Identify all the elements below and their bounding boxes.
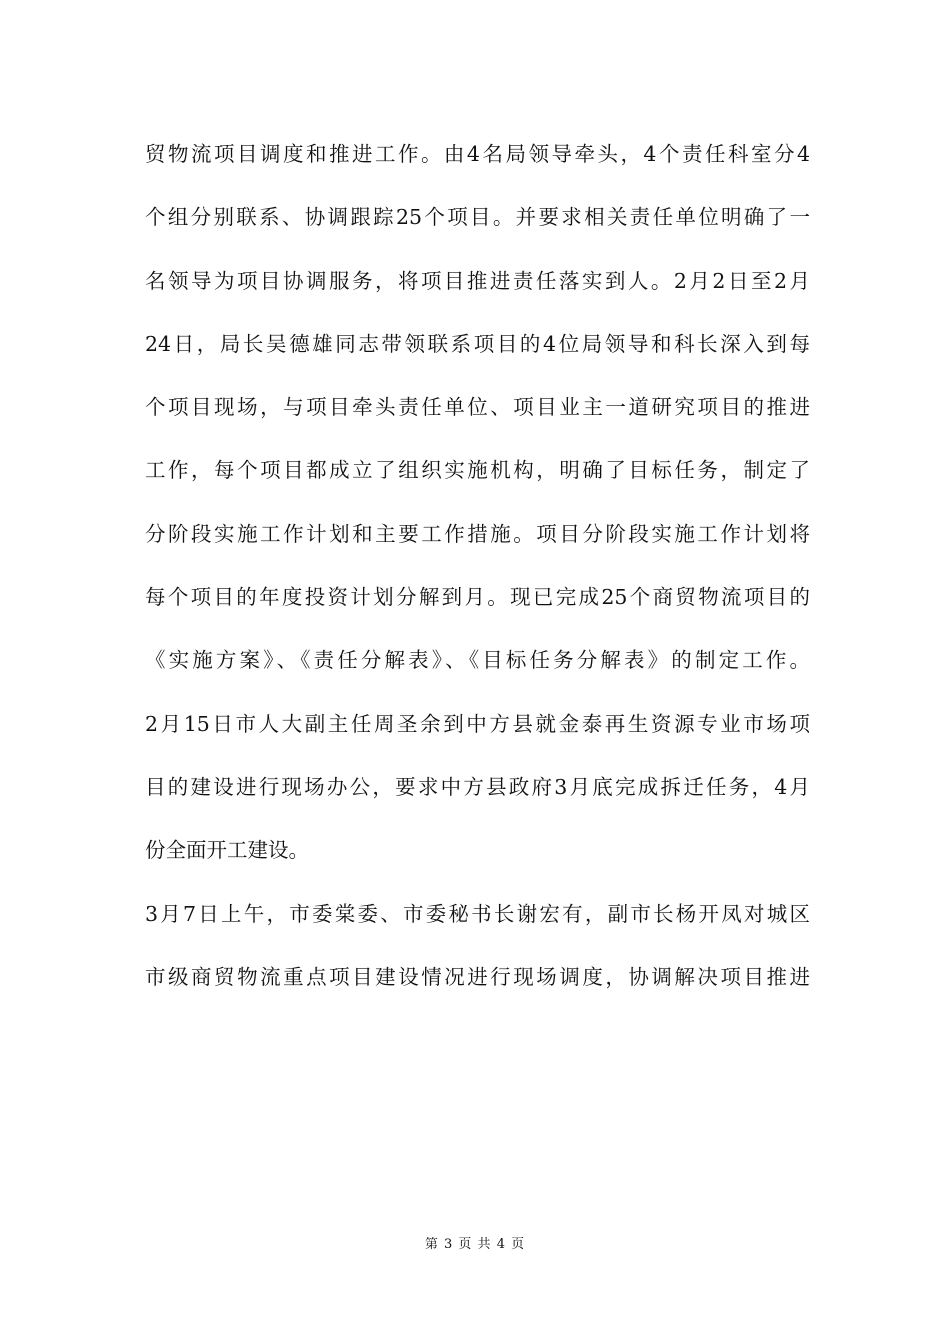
text-line: 市级商贸物流重点项目建设情况进行现场调度，协调解决项目推进 <box>145 964 810 989</box>
text-line: 2月15日市人大副主任周圣余到中方县就金泰再生资源专业市场项 <box>145 711 810 736</box>
text-line: 个组分别联系、协调跟踪25个项目。并要求相关责任单位明确了一 <box>145 205 810 230</box>
text-line: 名领导为项目协调服务，将项目推进责任落实到人。2月2日至2月 <box>145 268 810 293</box>
text-line: 目的建设进行现场办公，要求中方县政府3月底完成拆迁任务，4月 <box>145 774 810 799</box>
body-text <box>145 140 810 1026</box>
text-line: 《实施方案》、《责任分解表》、《目标任务分解表》的制定工作。 <box>145 648 810 673</box>
text-line: 每个项目的年度投资计划分解到月。现已完成25个商贸物流项目的 <box>145 585 810 610</box>
text-line: 24日，局长吴德雄同志带领联系项目的4位局领导和科长深入到每 <box>145 331 810 356</box>
text-line: 3月7日上午，市委棠委、市委秘书长谢宏有，副市长杨开凤对城区 <box>145 901 810 926</box>
text-line: 贸物流项目调度和推进工作。由4名局领导牵头，4个责任科室分4 <box>145 142 810 166</box>
text-line: 工作，每个项目都成立了组织实施机构，明确了目标任务，制定了 <box>145 458 810 483</box>
page-footer: 第 3 页 共 4 页 <box>424 1237 526 1252</box>
text-line: 个项目现场，与项目牵头责任单位、项目业主一道研究项目的推进 <box>145 395 810 420</box>
text-line: 分阶段实施工作计划和主要工作措施。项目分阶段实施工作计划将 <box>145 521 810 546</box>
text-line: 份全面开工建设。 <box>145 838 309 863</box>
